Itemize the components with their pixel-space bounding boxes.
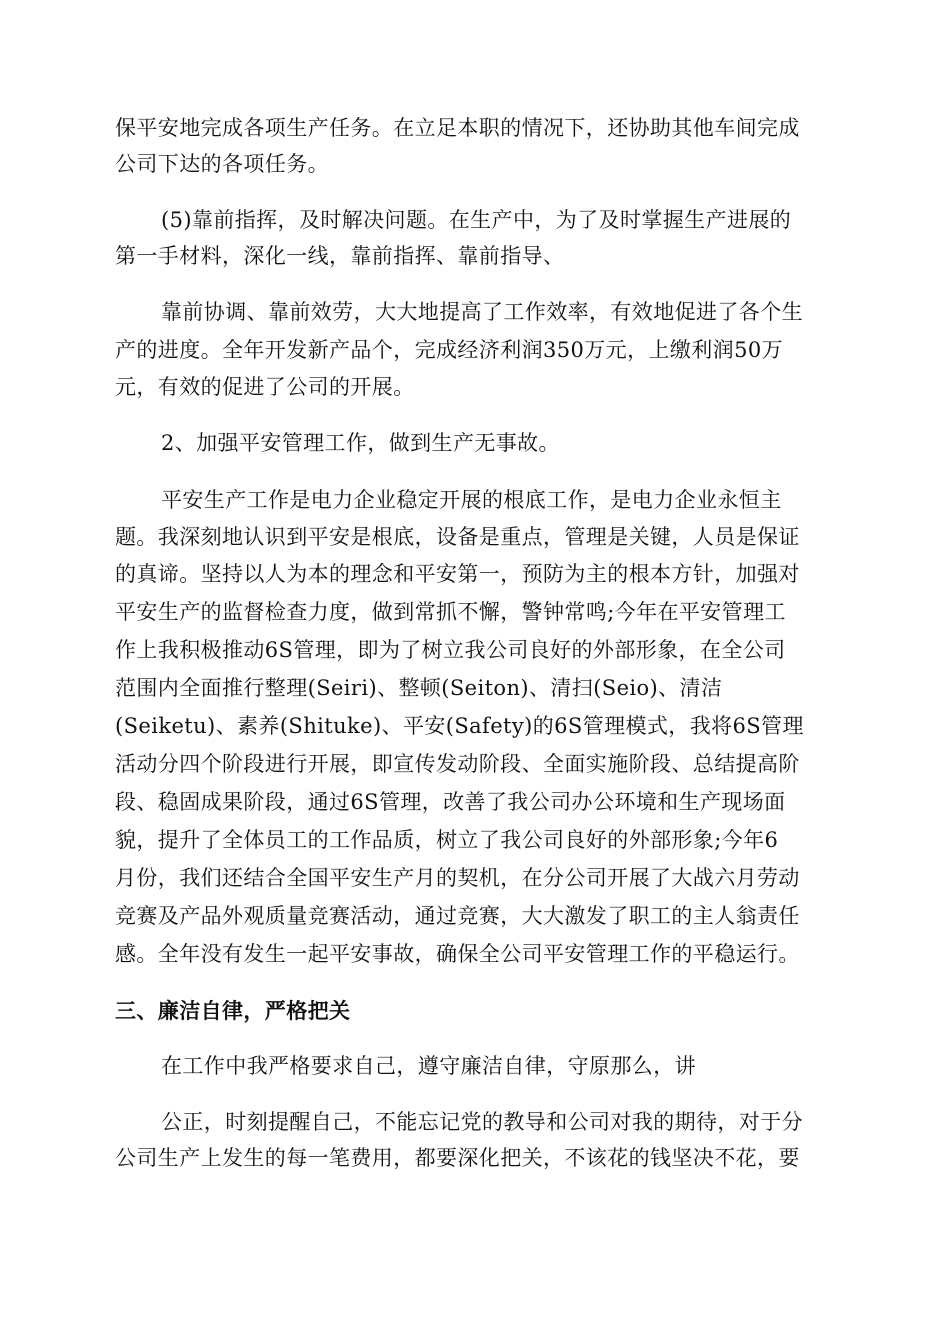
text-line: 貌，提升了全体员工的工作品质，树立了我公司良好的外部形象;今年6 — [115, 828, 779, 852]
text-line: 作上我积极推动6S管理，即为了树立我公司良好的外部形象，在全公司 — [115, 638, 786, 662]
text-line: 保平安地完成各项生产任务。在立足本职的情况下，还协助其他车间完成 — [115, 116, 800, 140]
text-line: 靠前协调、靠前效劳，大大地提高了工作效率，有效地促进了各个生 — [161, 300, 803, 324]
text-line: (5)靠前指挥，及时解决问题。在生产中，为了及时掌握生产进展的 — [161, 208, 792, 232]
text-line: 范围内全面推行整理(Seiri)、整顿(Seiton)、清扫(Seio)、清洁 — [115, 676, 723, 700]
text-line: 题。我深刻地认识到平安是根底，设备是重点，管理是关键，人员是保证 — [115, 525, 800, 549]
text-line: 元，有效的促进了公司的开展。 — [115, 375, 415, 399]
text-line: 平安生产的监督检查力度，做到常抓不懈，警钟常鸣;今年在平安管理工 — [115, 600, 786, 624]
text-line: 在工作中我严格要求自己，遵守廉洁自律，守原那么，讲 — [161, 1054, 696, 1078]
text-line: 公司生产上发生的每一笔费用，都要深化把关，不该花的钱坚决不花，要 — [115, 1146, 800, 1170]
text-line: 活动分四个阶段进行开展，即宣传发动阶段、全面实施阶段、总结提高阶 — [115, 752, 800, 776]
text-line: 产的进度。全年开发新产品个，完成经济利润350万元，上缴利润50万 — [115, 338, 784, 362]
text-line: (Seiketu)、素养(Shituke)、平安(Safety)的6S管理模式，我将6S管理 — [115, 714, 804, 738]
text-line: 段、稳固成果阶段，通过6S管理，改善了我公司办公环境和生产现场面 — [115, 790, 786, 814]
text-line: 的真谛。坚持以人为本的理念和平安第一，预防为主的根本方针，加强对 — [115, 562, 800, 586]
text-line: 竞赛及产品外观质量竞赛活动，通过竞赛，大大激发了职工的主人翁责任 — [115, 904, 800, 928]
text-line: 公正，时刻提醒自己，不能忘记党的教导和公司对我的期待，对于分 — [161, 1110, 803, 1134]
text-line: 月份，我们还结合全国平安生产月的契机，在分公司开展了大战六月劳动 — [115, 866, 800, 890]
section-heading: 三、廉洁自律，严格把关 — [115, 998, 351, 1023]
text-line: 公司下达的各项任务。 — [115, 152, 329, 176]
text-line: 平安生产工作是电力企业稳定开展的根底工作，是电力企业永恒主 — [161, 488, 782, 512]
text-line: 第一手材料，深化一线，靠前指挥、靠前指导、 — [115, 244, 565, 268]
text-line: 感。全年没有发生一起平安事故，确保全公司平安管理工作的平稳运行。 — [115, 942, 800, 966]
section-subheading: 2、加强平安管理工作，做到生产无事故。 — [161, 431, 560, 455]
